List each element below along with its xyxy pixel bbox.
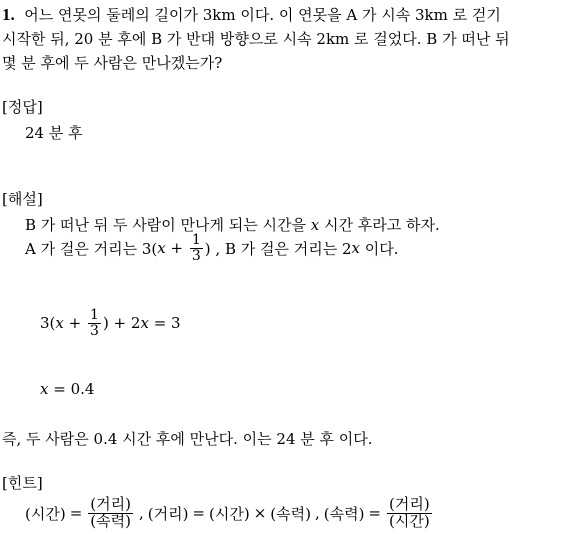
variable-x: x (55, 314, 64, 332)
fraction-one-third (190, 233, 203, 263)
term-time: (시간) (209, 504, 250, 523)
hint-formula (25, 492, 434, 534)
equals-sign: = (368, 504, 381, 522)
term-time: (시간) (25, 504, 66, 523)
answer-value: 24 분 후 (25, 124, 83, 142)
conclusion-text: 즉, 두 사람은 0.4 시간 후에 만난다. 이는 24 분 후 이다. (2, 430, 373, 448)
times-sign: × (253, 504, 267, 522)
plus-sign: + (170, 239, 184, 257)
problem-text-1: 어느 연못의 둘레의 길이가 3km 이다. 이 연못을 A 가 시속 3km 로 걷기 (24, 6, 501, 24)
expl-text: A 가 걸은 거리는 3( (25, 239, 158, 258)
expl-text: ) , B 가 걸은 거리는 2 (204, 239, 352, 258)
problem-text-2: 시작한 뒤, 20 분 후에 B 가 반대 방향으로 시속 2km 로 걸었다. B 가 떠난 뒤 (2, 30, 510, 48)
term-speed: (속력) (323, 504, 365, 523)
problem-text-3: 몇 분 후에 두 사람은 만나겠는가? (2, 54, 223, 72)
fraction-denominator: (시간) (389, 511, 430, 530)
fraction-numerator: (거리) (389, 494, 430, 513)
expl-text: 시간 후라고 하자. (324, 216, 440, 234)
problem-line-1 (2, 4, 501, 25)
separator: , (314, 504, 320, 522)
term-speed: (속력) (270, 504, 311, 523)
separator: , (138, 504, 144, 522)
problem-number: 1. (2, 5, 15, 24)
plus-sign: + (68, 314, 82, 332)
variable-x: x (351, 239, 360, 257)
eq-text: = 3 (153, 314, 181, 332)
fraction-denominator: 3 (191, 247, 201, 264)
explanation-header: [해설] (2, 190, 43, 208)
fraction-distance-over-time (387, 494, 432, 530)
fraction-denominator: (속력) (90, 511, 131, 530)
eq-text: = 0.4 (53, 380, 95, 398)
term-distance: (거리) (147, 504, 189, 523)
fraction-denominator: 3 (90, 322, 99, 339)
expl-text: B 가 떠난 뒤 두 사람이 만나게 되는 시간을 (25, 216, 307, 234)
equation-2 (40, 380, 94, 398)
variable-x: x (310, 216, 320, 234)
equation-1 (40, 303, 181, 343)
explanation-line-2 (25, 228, 399, 268)
expl-text: 이다. (364, 239, 399, 258)
fraction-one-third (88, 308, 101, 338)
variable-x: x (140, 314, 149, 332)
fraction-numerator: (거리) (90, 494, 131, 513)
eq-text: ) + 2 (102, 314, 141, 332)
fraction-numerator: 1 (90, 306, 99, 323)
fraction-numerator: 1 (191, 231, 201, 248)
variable-x: x (157, 239, 166, 257)
fraction-distance-over-speed (88, 494, 133, 530)
equals-sign: = (192, 504, 205, 522)
hint-header: [힌트] (2, 474, 43, 492)
variable-x: x (40, 380, 49, 398)
answer-header: [정답] (2, 98, 43, 116)
equals-sign: = (69, 504, 83, 522)
eq-text: 3( (40, 314, 56, 332)
